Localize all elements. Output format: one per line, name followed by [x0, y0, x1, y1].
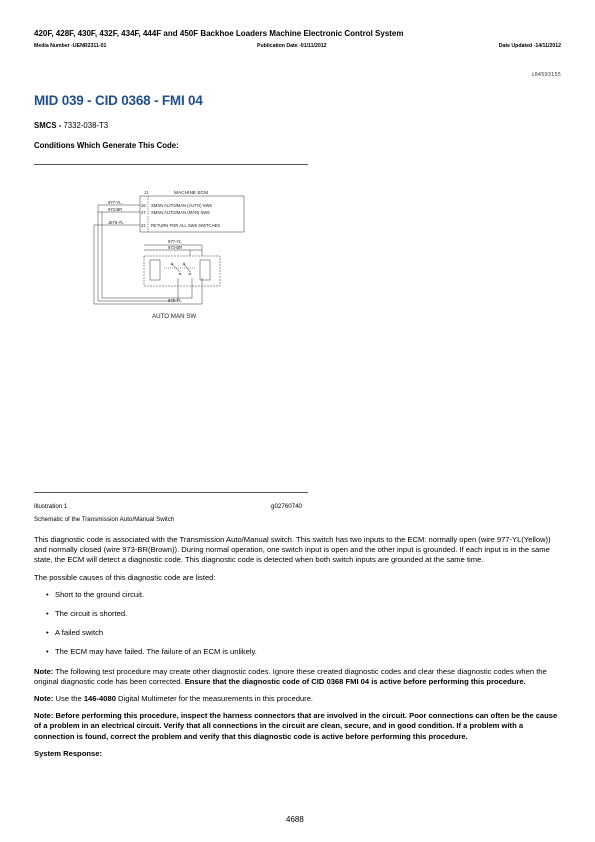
note-diagnostic-codes [34, 667, 562, 687]
media-number: Media Number -UENR2311-01 [34, 43, 107, 49]
causes-list [46, 590, 562, 658]
illustration-top-rule [34, 164, 308, 165]
ecm-label: MACHINE ECM [174, 191, 209, 196]
illustration-label: Illustration 1 [34, 503, 68, 510]
smcs-value: 7332-038-T3 [63, 121, 109, 130]
smcs-line [34, 121, 108, 130]
list-item: • The ECM may have failed. The failure of an ECM is unlikely. [46, 647, 562, 657]
wire-label-973: 973-BR [108, 207, 123, 212]
note-label: Note: [34, 694, 54, 704]
harness-wire-973: 973-BR [168, 245, 183, 250]
list-item: • The circuit is shorted. [46, 609, 562, 619]
smcs-label: SMCS - [34, 121, 62, 130]
system-response-heading [34, 749, 562, 759]
publication-date: Publication Date -01/11/2012 [257, 43, 327, 49]
pin-22: 22 [141, 223, 146, 228]
note-label: Note: [34, 666, 54, 676]
illustration-caption: Schematic of the Transmission Auto/Manual Switch [34, 516, 175, 523]
schematic-diagram [78, 186, 258, 324]
wire-label-977: 977-YL [108, 200, 122, 205]
illustration-bottom-rule [34, 492, 308, 493]
pin-desc-auto: XMSN AUTO/MAN (AUTO) SW6 [151, 203, 212, 208]
harness-wire-977: 977-YL [168, 239, 182, 244]
note-bold-text: Note: Before performing this procedure, inspect the harness connectors that are involved in the circuit. Poor connections can often be the cause of a problem in an electrical circuit. Verify that all connections in the circuit are clean, secure, and in good condition. If a problem with a connection is found, correct the problem and verify that this diagnostic code is active before performing this procedure. [34, 711, 558, 741]
list-item: • A failed switch [46, 628, 562, 638]
list-item: • Short to the ground circuit. [46, 590, 562, 600]
wire-label-879: J879-YL [108, 220, 124, 225]
page-title: MID 039 - CID 0368 - FMI 04 [34, 93, 203, 108]
body-content [34, 535, 562, 766]
connector-label: J1 [144, 190, 149, 195]
note-text-post: Digital Multimeter for the measurements in this procedure. [118, 694, 314, 704]
part-number: 146-4080 [83, 694, 116, 704]
note-multimeter [34, 694, 562, 704]
pin-desc-return: RETURN FOR ALL SW6 SWITCHES [151, 223, 221, 228]
conditions-heading: Conditions Which Generate This Code: [34, 141, 179, 150]
note-emphasis: Ensure that the diagnostic code of CID 0368 FMI 04 is active before performing this procedure. [184, 676, 526, 686]
page-number: 4688 [286, 815, 304, 824]
document-title: 420F, 428F, 430F, 432F, 434F, 444F and 450F Backhoe Loaders Machine Electronic Control System [34, 29, 404, 38]
note-inspect-connectors [34, 711, 562, 742]
bottom-wire-879: 879-YL [168, 298, 182, 303]
pin-desc-man: XMSN AUTO/MAN (MAN) SW6 [151, 210, 210, 215]
intro-paragraph: This diagnostic code is associated with the Transmission Auto/Manual switch. This switch has two inputs to the ECM: normally open (wire 977-YL(Yellow)) and normally closed (wire 973-BR(Brown)). During normal operation, one switch input is open and the other input is grounded. If each input is in the same state, the ECM will detect a diagnostic code. This diagnostic code is detected when both switch inputs are grounded at the same time. [34, 535, 551, 565]
pin-27: 27 [141, 210, 146, 215]
note-text-pre: Use the [55, 694, 82, 704]
note-text: The following test procedure may create other diagnostic codes. Ignore these created diagnostic codes and clear these diagnostic codes when the original diagnostic code has been corrected. [34, 666, 547, 686]
pin-26: 26 [141, 203, 146, 208]
document-id: i04593155 [531, 72, 561, 78]
system-response-label: System Response: [34, 748, 102, 758]
switch-label: AUTO MAN SW [152, 313, 197, 320]
causes-intro: The possible causes of this diagnostic code are listed: [34, 572, 216, 582]
illustration-code: g02760740 [271, 503, 302, 510]
date-updated: Date Updated -14/11/2012 [498, 43, 561, 49]
